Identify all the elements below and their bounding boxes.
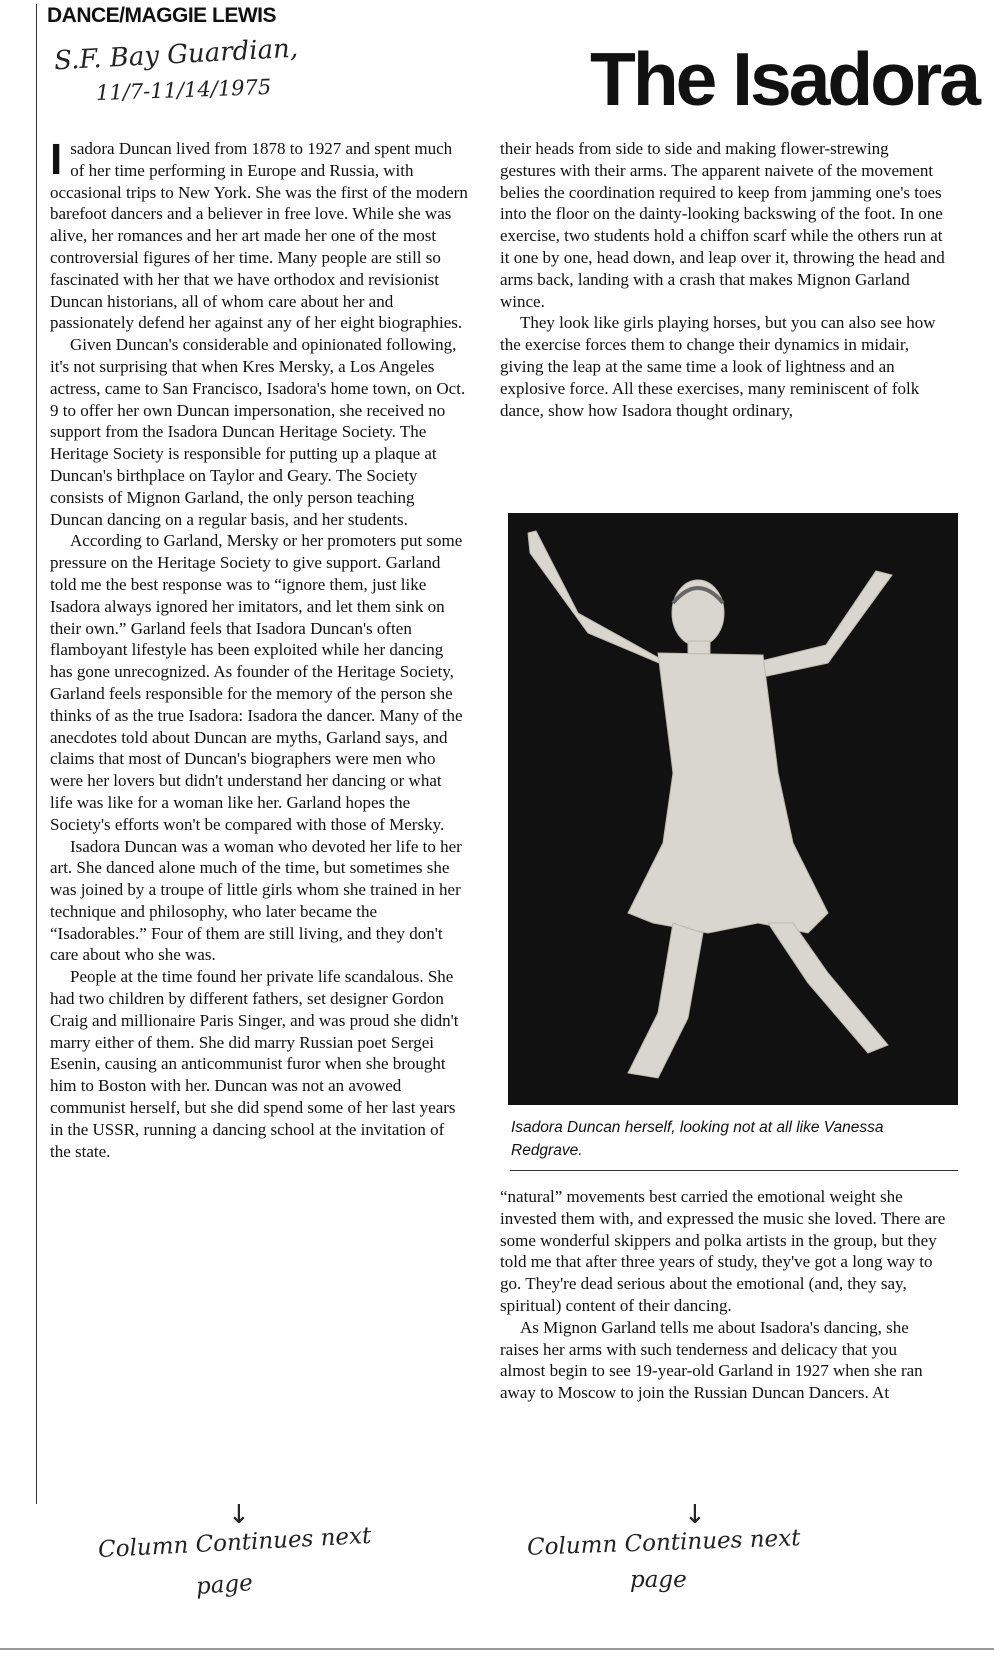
paragraph bbox=[50, 135, 468, 334]
right-column-top bbox=[500, 138, 946, 421]
paragraph: Isadora Duncan was a woman who devoted her life to her art. She danced alone much of the time, but sometimes she was joined by a troupe of little girls whom she trained in her technique and philosophy, who later became the “Isadorables.” Four of them are still living, and they don't care about who she was. bbox=[50, 836, 462, 965]
paragraph: As Mignon Garland tells me about Isadora's dancing, she raises her arms with such tenderness and delicacy that you almost begin to see 19-year-old Garland in 1927 when she ran away to Moscow to join the Russian Duncan Dancers. At bbox=[500, 1317, 923, 1403]
paragraph: According to Garland, Mersky or her promoters put some pressure on the Heritage Society to give support. Garland told me the best response was to “ignore them, just like Isadora always ignored her imitators, and let them sink on their own.” Garland feels that Isadora Duncan's often flamboyant lifestyle has been exploited while her dancing has gone unrecognized. As founder of the Heritage Society, Garland feels responsible for the memory of the person she thinks of as the true Isadora: Isadora the dancer. Many of the anecdotes told about Duncan are myths, Garland says, and claims that most of Duncan's biographers were men who were her lovers but didn't understand her dancing or what life was like for a woman like her. Garland hopes the Society's efforts won't be compared with those of Mersky. bbox=[50, 531, 463, 834]
paragraph: Given Duncan's considerable and opinionated following, it's not surprising that when Kres Mersky, a Los Angeles actress, came to San Francisco, Isadora's home town, on Oct. 9 to offer her own Duncan impersonation, she received no support from the Isadora Duncan Heritage Society. The Heritage Society is responsible for putting up a plaque at Duncan's birthplace on Taylor and Geary. The Society consists of Mignon Garland, the only person teaching Duncan dancing on a regular basis, and her students. bbox=[50, 335, 466, 529]
bottom-rule bbox=[0, 1648, 994, 1650]
handwritten-note-left-page: page bbox=[195, 1570, 254, 1600]
down-arrow-icon: ↓ bbox=[228, 1500, 250, 1530]
paragraph: People at the time found her private life scandalous. She had two children by different fathers, set designer Gordon Craig and millionaire Paris Singer, and was proud she didn't marry either of them. She did marry Russian poet Sergei Esenin, causing an anticommunist furor when she brought him to Boston with her. Duncan was not an avowed communist herself, but she did spend some of her last years in the USSR, running a dancing school at the invitation of the state. bbox=[50, 967, 459, 1161]
paragraph: “natural” movements best carried the emotional weight she invested them with, and expressed the music she loved. There are some wonderful skippers and polka artists in the group, but they told me that after three years of study, they've got a long way to go. They're dead serious about the emotional (and, they say, spiritual) content of their dancing. bbox=[500, 1187, 946, 1315]
photo-caption: Isadora Duncan herself, looking not at all like Vanessa Redgrave. bbox=[511, 1119, 884, 1159]
column-rule bbox=[36, 4, 37, 1504]
dancer-photo bbox=[508, 513, 958, 1105]
caption-rule bbox=[510, 1170, 958, 1171]
left-column bbox=[50, 135, 468, 1162]
handwritten-date: 11/7-11/14/1975 bbox=[95, 74, 272, 106]
handwritten-note-right: Column Continues next bbox=[526, 1525, 801, 1561]
paragraph-text: sadora Duncan lived from 1878 to 1927 and spent much of her time performing in Europe and Russia, with occasional trips to New York. She was the first of the modern barefoot dancers and a believer in free love. While she was alive, her romances and her art made her one of the most controversial figures of her time. Many people are still so fascinated with her that we have orthodox and revisionist Duncan historians, all of whom care about her and passionately defend her against any of her eight biographies. bbox=[50, 139, 468, 333]
paragraph: They look like girls playing horses, but you can also see how the exercise forces them to change their dynamics in midair, giving the leap at the same time a look of lightness and an explosive force. All these exercises, many reminiscent of folk dance, show how Isadora thought ordinary, bbox=[500, 313, 936, 420]
dancer-figure-icon bbox=[508, 513, 958, 1105]
handwritten-note-left: Column Continues next bbox=[97, 1522, 372, 1564]
handwritten-source: S.F. Bay Guardian, bbox=[53, 33, 299, 77]
section-kicker: DANCE/MAGGIE LEWIS bbox=[47, 4, 277, 27]
paragraph: their heads from side to side and making flower-strewing gestures with their arms. The apparent naivete of the movement belies the coordination required to keep from jamming one's toes into the floor on the dainty-looking backswing of the foot. In one exercise, two students hold a chiffon scarf while the others run at it one by one, head down, and leap over it, throwing the head and arms back, landing with a crash that makes Mignon Garland wince. bbox=[500, 139, 945, 311]
right-column-bottom bbox=[500, 1186, 946, 1404]
drop-cap: I bbox=[50, 135, 63, 184]
down-arrow-icon: ↓ bbox=[684, 1500, 706, 1530]
handwritten-note-right-page: page bbox=[630, 1567, 687, 1593]
headline: The Isadora bbox=[590, 37, 978, 121]
